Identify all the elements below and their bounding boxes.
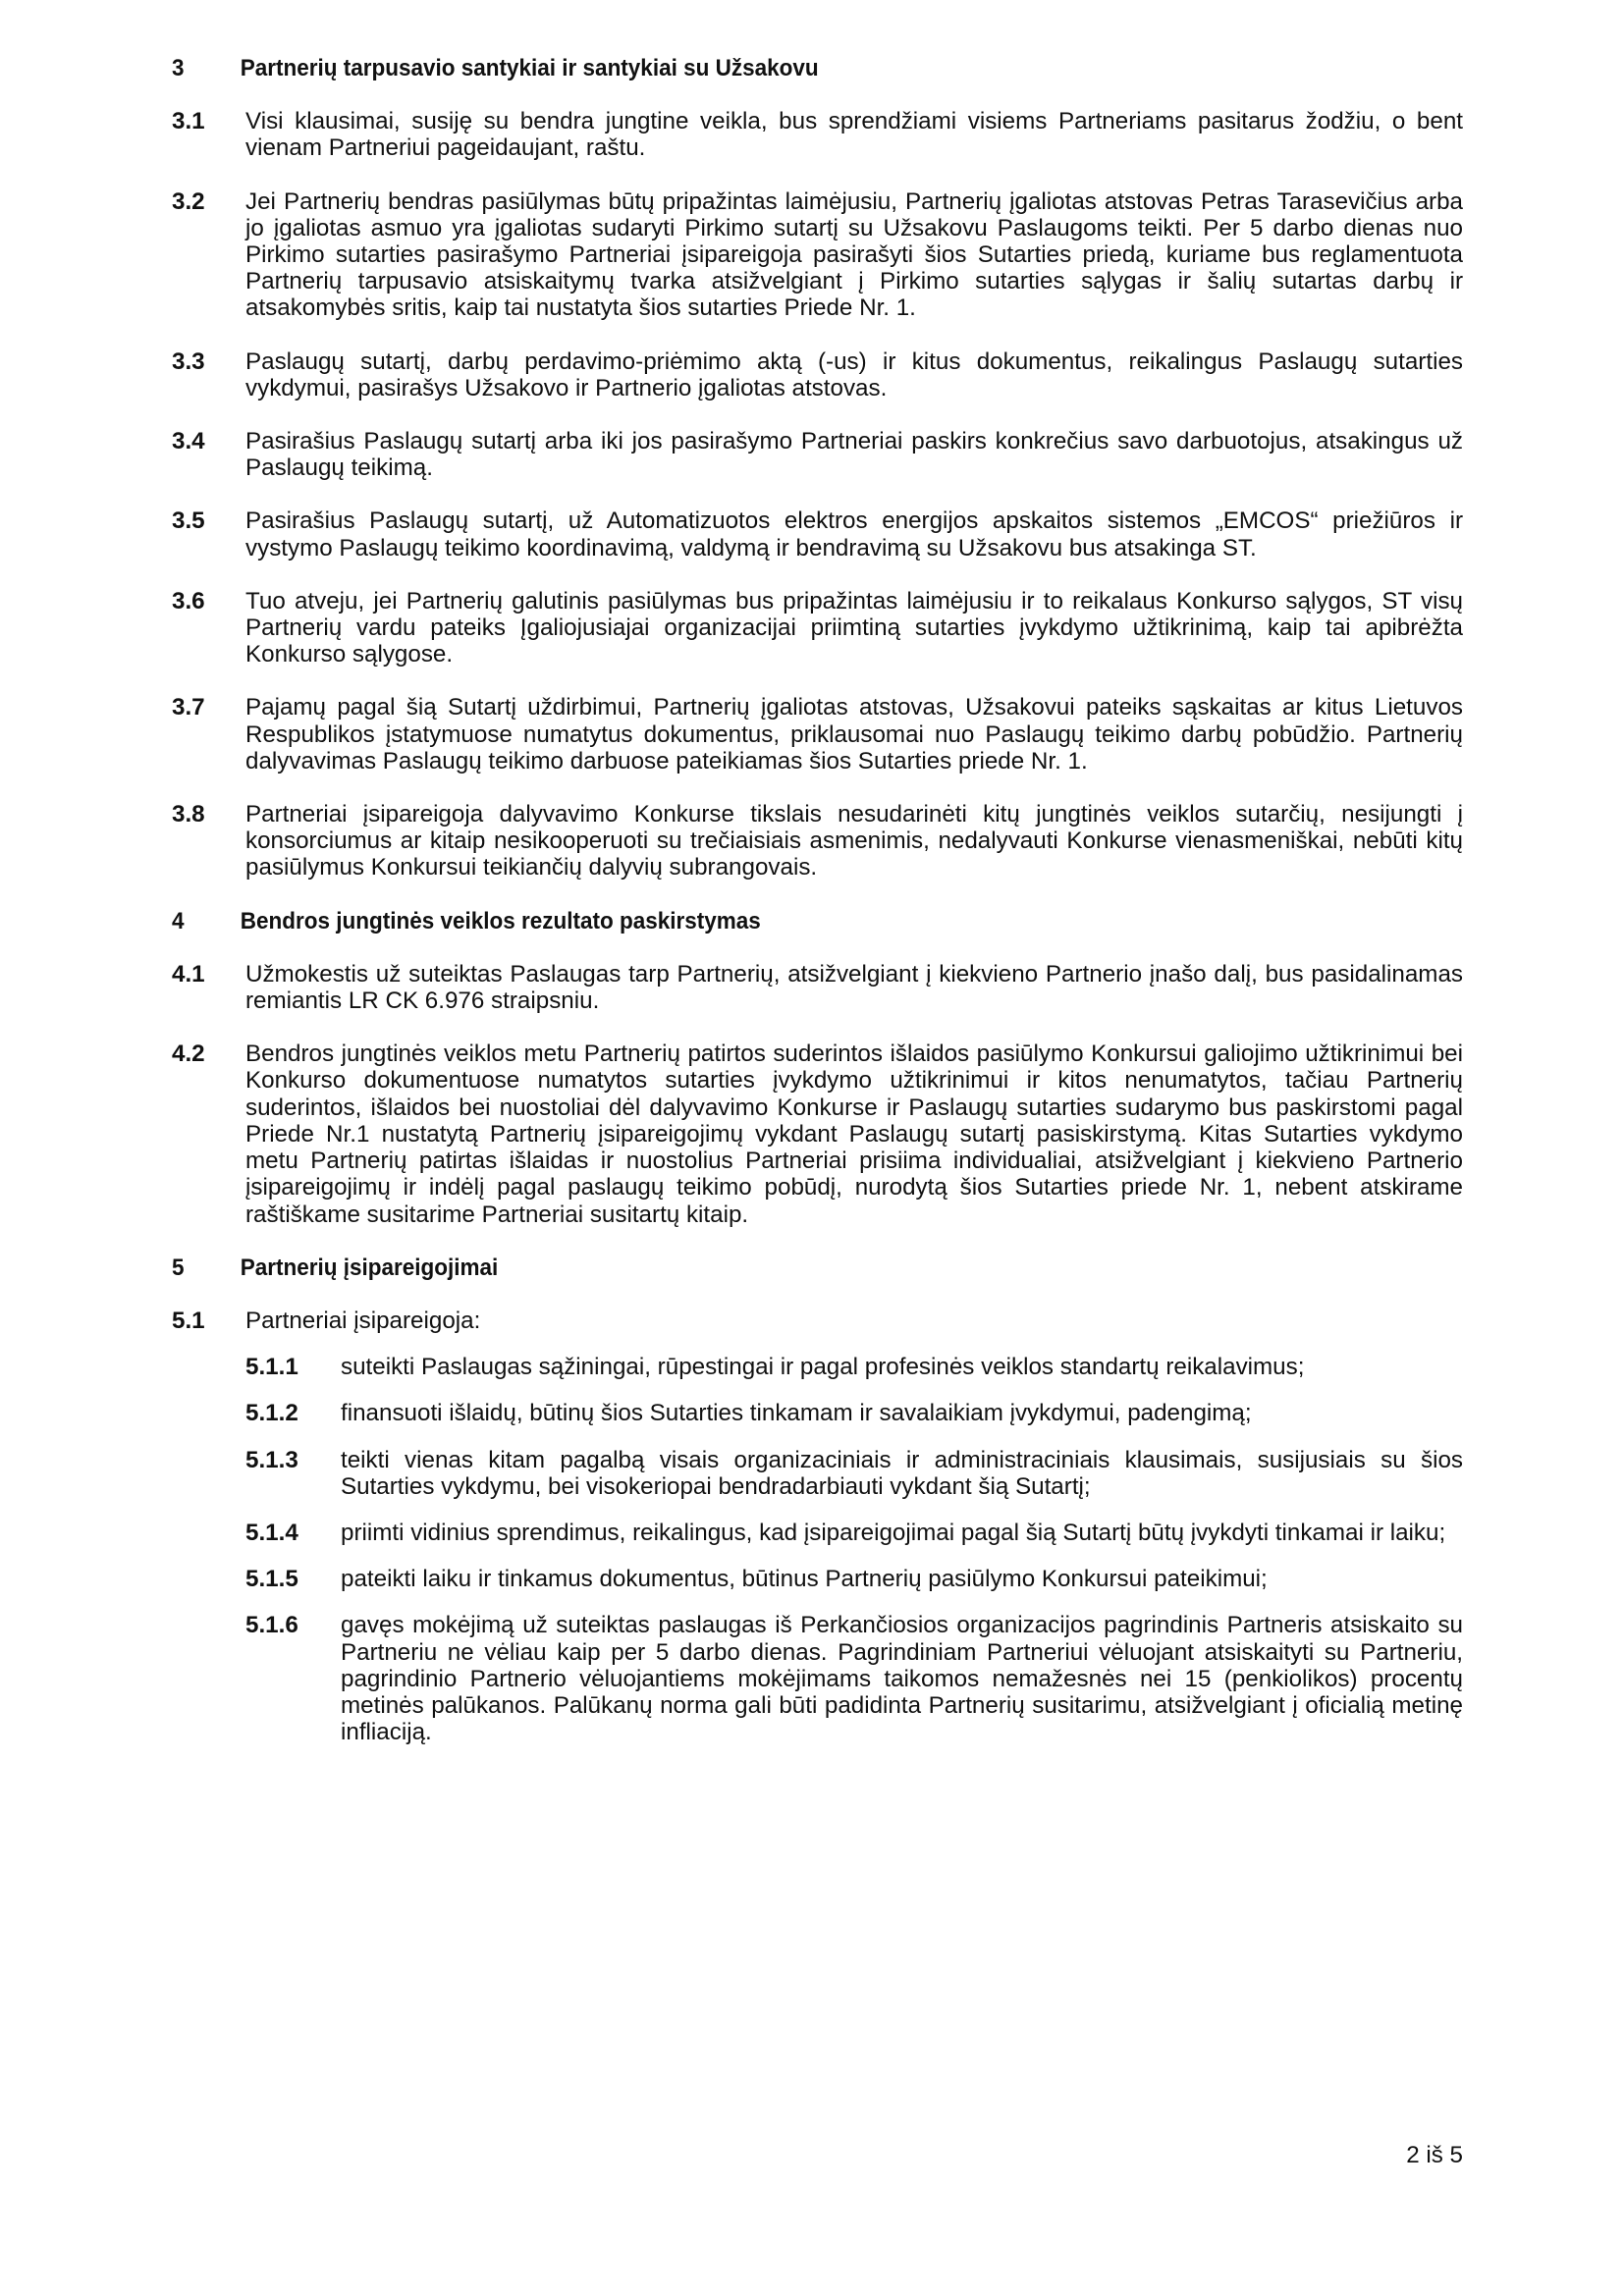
page-number: 2 iš 5	[1406, 2142, 1463, 2168]
clause-number: 3.2	[172, 187, 205, 215]
clause-number: 3.5	[172, 507, 205, 535]
clause-3-1	[172, 108, 1463, 161]
subclause-number: 5.1.4	[245, 1519, 298, 1546]
subclause-text: teikti vienas kitam pagalbą visais organizaciniais ir administraciniais klausimais, susijusiais su šios Sutarties vykdymu, bei visokeriopai bendradarbiauti vykdant šią Sutartį;	[341, 1446, 1463, 1500]
section-title: Bendros jungtinės veiklos rezultato paskirstymas	[240, 907, 761, 934]
subclause-number: 5.1.5	[245, 1566, 298, 1593]
clause-text: Tuo atveju, jei Partnerių galutinis pasiūlymas bus pripažintas laimėjusiu ir to reikalaus Konkurso sąlygos, ST visų Partnerių vardu pateiks Įgaliojusiajai organizacijai priimtiną sutarties įvykdymo užtikrinimą, kaip tai apibrėžta Konkurso sąlygose.	[245, 587, 1463, 668]
clause-3-3	[172, 348, 1463, 401]
clause-4-2	[172, 1041, 1463, 1227]
clause-3-8	[172, 801, 1463, 881]
clause-text: Bendros jungtinės veiklos metu Partnerių patirtos suderintos išlaidos pasiūlymo Konkursui galiojimo užtikrinimui bei Konkurso dokumentuose numatytos sutarties įvykdymo užtikrinimui ir kitos nenumatytos, tačiau Partnerių suderintos, išlaidos bei nuostoliai dėl dalyvavimo Konkurse ir Paslaugų sutarties sudarymo bus paskirstomi pagal Priede Nr.1 nustatytą Partnerių įsipareigojimų vykdant Paslaugų sutartį pasiskirstymą. Kitas Sutarties vykdymo metu Partnerių patirtas išlaidas ir nuostolius Partneriai prisiima individualiai, atsižvelgiant į kiekvieno Partnerio įsipareigojimų ir indėlį pagal paslaugų teikimo pobūdį, nurodytą šios Sutarties priede Nr. 1, nebent atskirame raštiškame susitarime Partneriai susitartų kitaip.	[245, 1041, 1463, 1228]
clause-number: 3.8	[172, 801, 205, 828]
subclause-text: priimti vidinius sprendimus, reikalingus, kad įsipareigojimai pagal šią Sutartį būtų įvykdyti tinkamai ir laiku;	[341, 1519, 1446, 1546]
clause-text: Pasirašius Paslaugų sutartį, už Automatizuotos elektros energijos apskaitos sistemos „EMCOS“ priežiūros ir vystymo Paslaugų teikimo koordinavimą, valdymą ir bendravimą su Užsakovu bus atsakinga ST.	[245, 507, 1463, 561]
subclause-5-1-4	[245, 1520, 1463, 1546]
clause-text: Užmokestis už suteiktas Paslaugas tarp Partnerių, atsižvelgiant į kiekvieno Partnerio įnašo dalį, bus pasidalinamas remiantis LR CK 6.976 straipsniu.	[245, 960, 1463, 1015]
clause-3-5	[172, 507, 1463, 561]
subclause-text: suteikti Paslaugas sąžiningai, rūpestingai ir pagal profesinės veiklos standartų reikalavimus;	[341, 1354, 1305, 1381]
clause-3-7	[172, 694, 1463, 774]
clause-text: Partneriai įsipareigoja:	[245, 1307, 481, 1334]
clause-text: Visi klausimai, susiję su bendra jungtine veikla, bus sprendžiami visiems Partneriams pasitarus žodžiu, o bent vienam Partneriui pageidaujant, raštu.	[245, 108, 1463, 162]
clause-number: 3.1	[172, 108, 205, 135]
clause-number: 5.1	[172, 1307, 205, 1334]
clause-text: Paslaugų sutartį, darbų perdavimo-priėmimo aktą (-us) ir kitus dokumentus, reikalingus Paslaugų sutarties vykdymui, pasirašys Užsakovo ir Partnerio įgaliotas atstovas.	[245, 347, 1463, 401]
subclause-5-1-6	[245, 1612, 1463, 1745]
clause-text: Pajamų pagal šią Sutartį uždirbimui, Partnerių įgaliotas atstovas, Užsakovui pateiks sąskaitas ar kitus Lietuvos Respublikos įstatymuose numatytus dokumentus, priklausomai nuo Paslaugų teikimo darbų pobūdžio. Partnerių dalyvavimas Paslaugų teikimo darbuose pateikiamas šios Sutarties priede Nr. 1.	[245, 694, 1463, 774]
clause-number: 3.7	[172, 694, 205, 721]
clause-5-1	[172, 1308, 1463, 1334]
subclause-text: finansuoti išlaidų, būtinų šios Sutarties tinkamam ir savalaikiam įvykdymui, padengimą;	[341, 1400, 1252, 1427]
clause-number: 3.4	[172, 428, 205, 455]
clause-3-6	[172, 588, 1463, 668]
clause-4-1	[172, 961, 1463, 1014]
subclause-5-1-2	[245, 1400, 1463, 1426]
subclause-5-1-3	[245, 1447, 1463, 1500]
section-heading-4	[172, 908, 1373, 934]
clause-text: Pasirašius Paslaugų sutartį arba iki jos pasirašymo Partneriai paskirs konkrečius savo darbuotojus, atsakingus už Paslaugų teikimą.	[245, 428, 1463, 482]
clause-3-4	[172, 428, 1463, 481]
clause-text: Partneriai įsipareigoja dalyvavimo Konkurse tikslais nesudarinėti kitų jungtinės veiklos sutarčių, nesijungti į konsorciumus ar kitaip nesikooperuoti su trečiaisiais asmenimis, nedalyvauti Konkurse vienasmeniškai, nebūti kitų pasiūlymus Konkursui teikiančių dalyvių subrangovais.	[245, 801, 1463, 881]
clause-number: 4.2	[172, 1041, 205, 1068]
subclause-number: 5.1.6	[245, 1612, 298, 1639]
section-heading-3	[172, 55, 1373, 81]
section-title: Partnerių tarpusavio santykiai ir santykiai su Užsakovu	[240, 55, 819, 81]
subclause-5-1-1	[245, 1354, 1463, 1380]
subclause-5-1-5	[245, 1566, 1463, 1592]
subclause-number: 5.1.3	[245, 1446, 298, 1473]
clause-number: 3.3	[172, 347, 205, 375]
clause-number: 4.1	[172, 960, 205, 988]
section-number: 3	[172, 55, 185, 81]
section-heading-5	[172, 1255, 1373, 1281]
subclause-number: 5.1.2	[245, 1400, 298, 1427]
section-title: Partnerių įsipareigojimai	[240, 1254, 499, 1281]
clause-text: Jei Partnerių bendras pasiūlymas būtų pripažintas laimėjusiu, Partnerių įgaliotas atstovas Petras Tarasevičius arba jo įgaliotas asmuo yra įgaliotas sudaryti Pirkimo sutartį su Užsakovu Paslaugoms teikti. Per 5 darbo dienas nuo Pirkimo sutarties pasirašymo Partneriai įsipareigoja pasirašyti šios Sutarties priedą, kuriame bus reglamentuota Partnerių tarpusavio atsiskaitymų tvarka atsižvelgiant į Pirkimo sutarties sąlygas ir šalių sutartas darbų ir atsakomybės sritis, kaip tai nustatyta šios sutarties Priede Nr. 1.	[245, 187, 1463, 322]
clause-3-2	[172, 188, 1463, 322]
section-number: 4	[172, 907, 185, 934]
clause-number: 3.6	[172, 587, 205, 614]
document-body	[172, 55, 1463, 1765]
subclause-text: gavęs mokėjimą už suteiktas paslaugas iš Perkančiosios organizacijos pagrindinis Partneris atsiskaito su Partneriu ne vėliau kaip per 5 darbo dienas. Pagrindiniam Partneriui vėluojant atsiskaityti su Partneriu, pagrindinio Partnerio vėluojantiems mokėjimams taikomos nemažesnės nei 15 (penkiolikos) procentų metinės palūkanos. Palūkanų norma gali būti padidinta Partnerių susitarimu, atsižvelgiant į oficialią metinę infliaciją.	[341, 1612, 1463, 1746]
subclause-number: 5.1.1	[245, 1354, 298, 1381]
subclause-text: pateikti laiku ir tinkamus dokumentus, būtinus Partnerių pasiūlymo Konkursui pateikimui;	[341, 1566, 1268, 1593]
section-number: 5	[172, 1254, 185, 1281]
